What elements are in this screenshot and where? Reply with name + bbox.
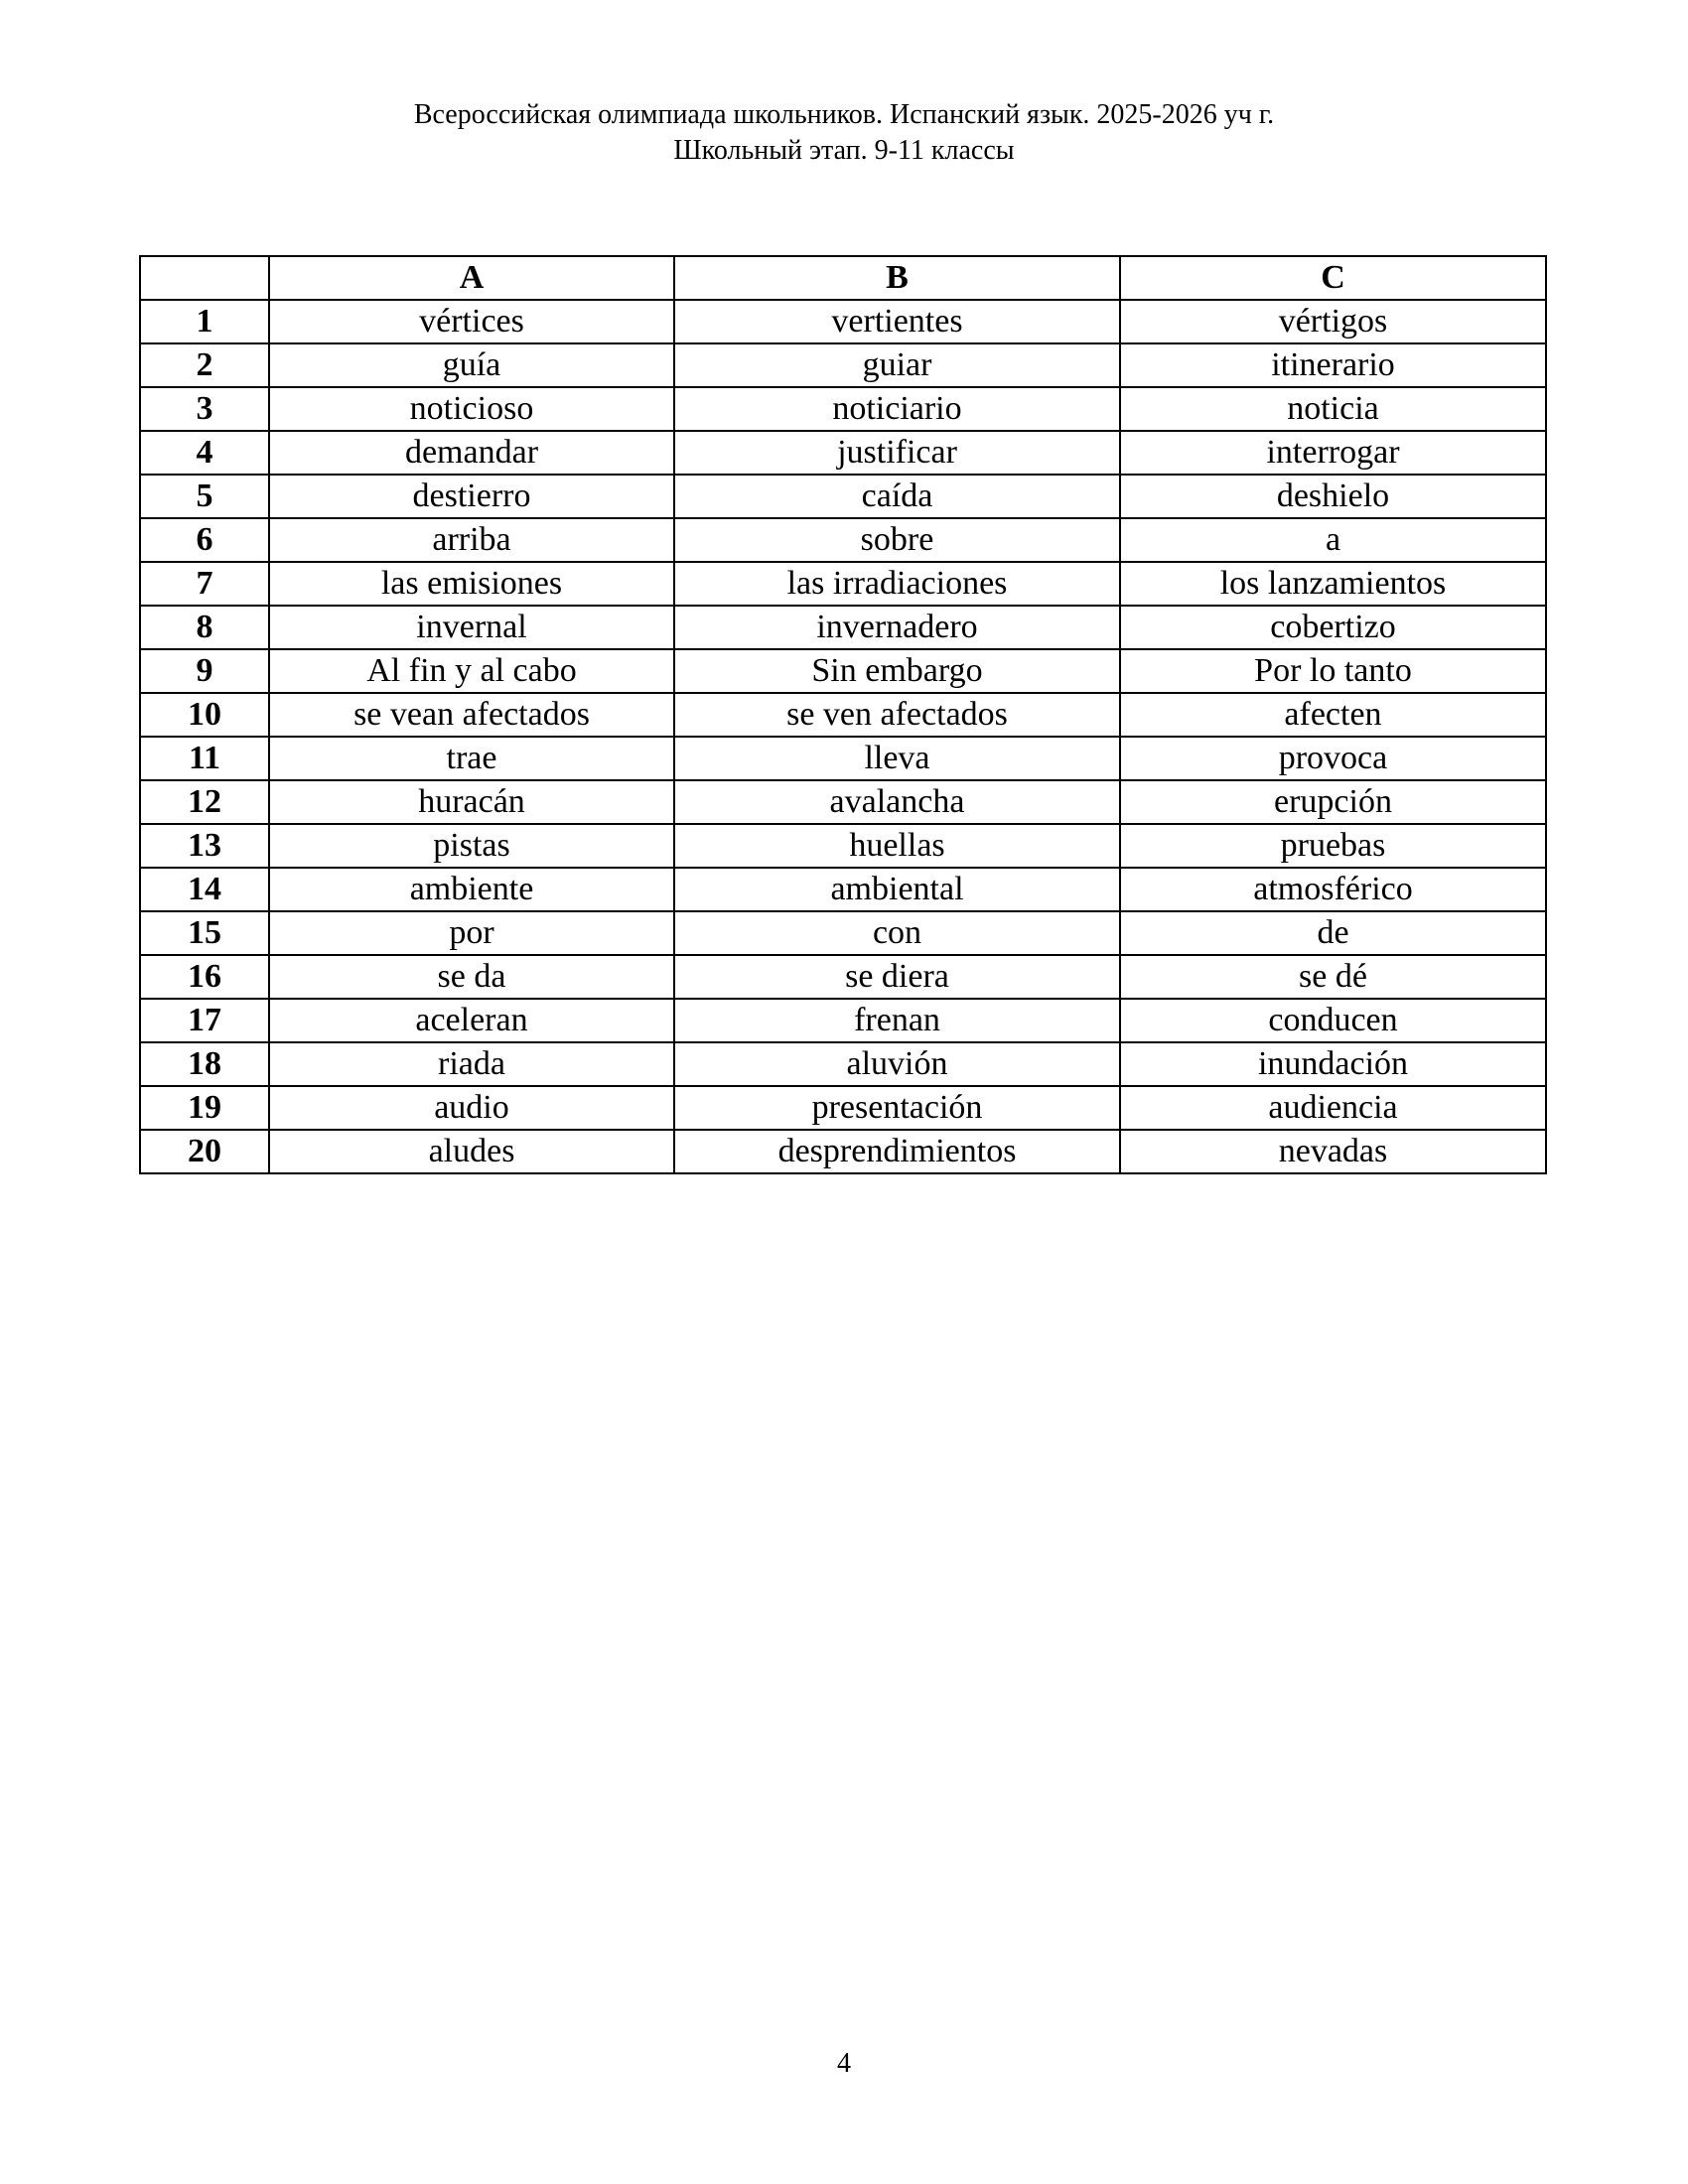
table-row bbox=[140, 518, 1546, 562]
row-number-cell: 9 bbox=[140, 649, 269, 693]
table-row bbox=[140, 562, 1546, 606]
row-number-cell: 1 bbox=[140, 300, 269, 343]
table-body bbox=[140, 300, 1546, 1173]
table-row bbox=[140, 955, 1546, 999]
option-c-cell: itinerario bbox=[1120, 343, 1546, 387]
option-b-cell: frenan bbox=[674, 999, 1120, 1042]
answer-table bbox=[139, 255, 1547, 1174]
option-a-cell: destierro bbox=[269, 475, 674, 518]
table-row bbox=[140, 649, 1546, 693]
option-a-cell: se vean afectados bbox=[269, 693, 674, 737]
option-a-cell: aludes bbox=[269, 1130, 674, 1173]
column-header-b: B bbox=[674, 256, 1120, 300]
row-number-cell: 5 bbox=[140, 475, 269, 518]
option-b-cell: avalancha bbox=[674, 780, 1120, 824]
table-row bbox=[140, 999, 1546, 1042]
row-number-cell: 17 bbox=[140, 999, 269, 1042]
option-c-cell: a bbox=[1120, 518, 1546, 562]
option-b-cell: ambiental bbox=[674, 868, 1120, 911]
option-c-cell: nevadas bbox=[1120, 1130, 1546, 1173]
row-number-cell: 14 bbox=[140, 868, 269, 911]
option-c-cell: noticia bbox=[1120, 387, 1546, 431]
page-number: 4 bbox=[837, 2048, 851, 2079]
table-row bbox=[140, 911, 1546, 955]
table-row bbox=[140, 387, 1546, 431]
table-header-row bbox=[140, 256, 1546, 300]
option-c-cell: afecten bbox=[1120, 693, 1546, 737]
option-a-cell: vértices bbox=[269, 300, 674, 343]
table-row bbox=[140, 693, 1546, 737]
row-number-cell: 3 bbox=[140, 387, 269, 431]
option-b-cell: lleva bbox=[674, 737, 1120, 780]
option-b-cell: vertientes bbox=[674, 300, 1120, 343]
column-header-a: A bbox=[269, 256, 674, 300]
table-row bbox=[140, 606, 1546, 649]
option-a-cell: las emisiones bbox=[269, 562, 674, 606]
row-number-cell: 8 bbox=[140, 606, 269, 649]
option-b-cell: desprendimientos bbox=[674, 1130, 1120, 1173]
option-b-cell: Sin embargo bbox=[674, 649, 1120, 693]
row-number-cell: 11 bbox=[140, 737, 269, 780]
option-a-cell: aceleran bbox=[269, 999, 674, 1042]
column-header-number bbox=[140, 256, 269, 300]
row-number-cell: 20 bbox=[140, 1130, 269, 1173]
table-row bbox=[140, 824, 1546, 868]
table-row bbox=[140, 1042, 1546, 1086]
header-title: Всероссийская олимпиада школьников. Испанский язык. 2025-2026 уч г. bbox=[413, 99, 1275, 130]
option-c-cell: de bbox=[1120, 911, 1546, 955]
option-a-cell: demandar bbox=[269, 431, 674, 475]
page-header bbox=[0, 97, 1688, 169]
option-b-cell: presentación bbox=[674, 1086, 1120, 1130]
option-a-cell: noticioso bbox=[269, 387, 674, 431]
table-row bbox=[140, 1086, 1546, 1130]
option-b-cell: sobre bbox=[674, 518, 1120, 562]
option-b-cell: se ven afectados bbox=[674, 693, 1120, 737]
option-c-cell: pruebas bbox=[1120, 824, 1546, 868]
row-number-cell: 12 bbox=[140, 780, 269, 824]
option-c-cell: cobertizo bbox=[1120, 606, 1546, 649]
option-b-cell: huellas bbox=[674, 824, 1120, 868]
table-row bbox=[140, 780, 1546, 824]
option-a-cell: pistas bbox=[269, 824, 674, 868]
option-a-cell: guía bbox=[269, 343, 674, 387]
option-c-cell: audiencia bbox=[1120, 1086, 1546, 1130]
option-b-cell: guiar bbox=[674, 343, 1120, 387]
option-b-cell: con bbox=[674, 911, 1120, 955]
table-row bbox=[140, 431, 1546, 475]
header-subtitle: Школьный этап. 9-11 классы bbox=[673, 135, 1015, 166]
table-row bbox=[140, 475, 1546, 518]
option-a-cell: trae bbox=[269, 737, 674, 780]
table-row bbox=[140, 737, 1546, 780]
option-c-cell: erupción bbox=[1120, 780, 1546, 824]
option-a-cell: riada bbox=[269, 1042, 674, 1086]
option-c-cell: los lanzamientos bbox=[1120, 562, 1546, 606]
table-row bbox=[140, 300, 1546, 343]
option-c-cell: provoca bbox=[1120, 737, 1546, 780]
option-b-cell: justificar bbox=[674, 431, 1120, 475]
row-number-cell: 16 bbox=[140, 955, 269, 999]
table-row bbox=[140, 343, 1546, 387]
option-b-cell: invernadero bbox=[674, 606, 1120, 649]
option-c-cell: se dé bbox=[1120, 955, 1546, 999]
option-c-cell: inundación bbox=[1120, 1042, 1546, 1086]
option-a-cell: ambiente bbox=[269, 868, 674, 911]
row-number-cell: 13 bbox=[140, 824, 269, 868]
option-a-cell: invernal bbox=[269, 606, 674, 649]
row-number-cell: 10 bbox=[140, 693, 269, 737]
row-number-cell: 6 bbox=[140, 518, 269, 562]
option-a-cell: arriba bbox=[269, 518, 674, 562]
option-a-cell: se da bbox=[269, 955, 674, 999]
row-number-cell: 18 bbox=[140, 1042, 269, 1086]
option-a-cell: huracán bbox=[269, 780, 674, 824]
option-a-cell: Al fin y al cabo bbox=[269, 649, 674, 693]
option-c-cell: interrogar bbox=[1120, 431, 1546, 475]
option-b-cell: aluvión bbox=[674, 1042, 1120, 1086]
option-c-cell: vértigos bbox=[1120, 300, 1546, 343]
column-header-c: C bbox=[1120, 256, 1546, 300]
option-c-cell: Por lo tanto bbox=[1120, 649, 1546, 693]
option-c-cell: atmosférico bbox=[1120, 868, 1546, 911]
row-number-cell: 7 bbox=[140, 562, 269, 606]
option-b-cell: las irradiaciones bbox=[674, 562, 1120, 606]
option-b-cell: noticiario bbox=[674, 387, 1120, 431]
table-row bbox=[140, 1130, 1546, 1173]
option-b-cell: caída bbox=[674, 475, 1120, 518]
option-c-cell: conducen bbox=[1120, 999, 1546, 1042]
option-a-cell: audio bbox=[269, 1086, 674, 1130]
row-number-cell: 4 bbox=[140, 431, 269, 475]
table-row bbox=[140, 868, 1546, 911]
row-number-cell: 19 bbox=[140, 1086, 269, 1130]
row-number-cell: 2 bbox=[140, 343, 269, 387]
option-c-cell: deshielo bbox=[1120, 475, 1546, 518]
row-number-cell: 15 bbox=[140, 911, 269, 955]
option-b-cell: se diera bbox=[674, 955, 1120, 999]
option-a-cell: por bbox=[269, 911, 674, 955]
